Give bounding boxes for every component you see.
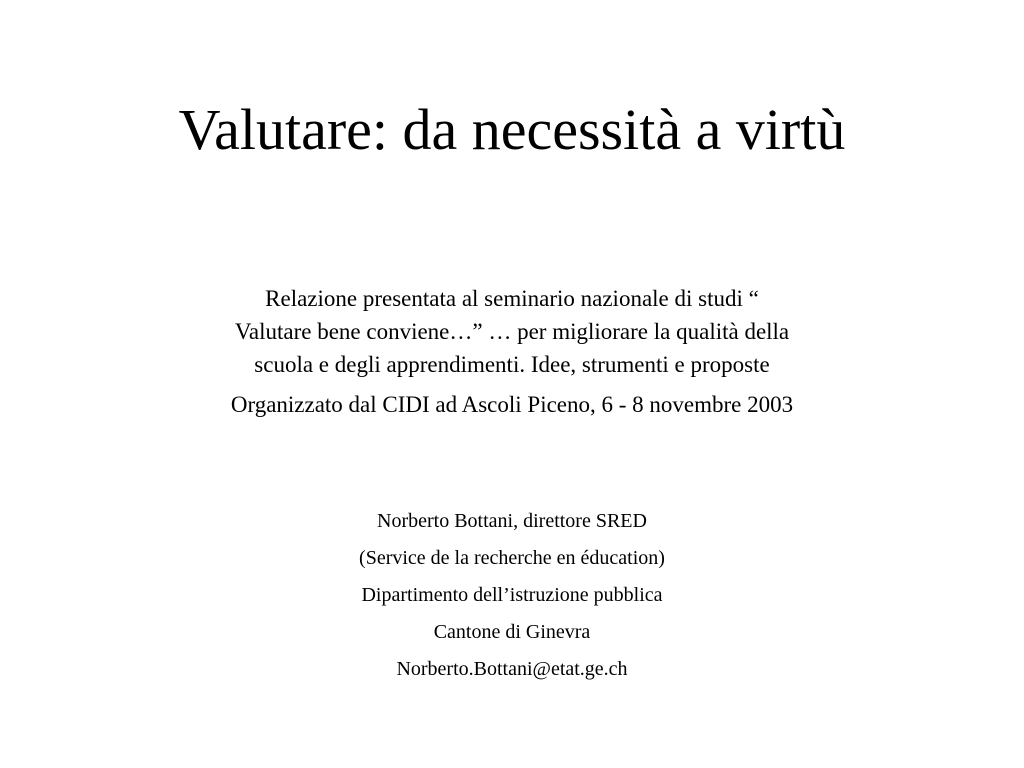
seminar-description-line: Valutare bene conviene…” … per migliorare la qualità della — [234, 319, 790, 344]
subtitle-block — [112, 282, 912, 421]
author-email: Norberto.Bottani@etat.ge.ch — [396, 658, 628, 680]
seminar-description-line: Relazione presentata al seminario nazionale di studi “ — [265, 286, 759, 311]
organizer-info: Organizzato dal CIDI ad Ascoli Piceno, 6 - 8 novembre 2003 — [230, 392, 794, 417]
author-canton: Cantone di Ginevra — [433, 621, 591, 643]
author-block — [112, 503, 912, 688]
author-department: Dipartimento dell’istruzione pubblica — [361, 584, 663, 606]
slide-title: Valutare: da necessità a virtù — [178, 97, 846, 162]
author-name: Norberto Bottani, direttore SRED — [377, 510, 647, 532]
seminar-description-line: scuola e degli apprendimenti. Idee, strumenti e proposte — [254, 352, 770, 377]
author-organization: (Service de la recherche en éducation) — [359, 547, 665, 569]
seminar-description — [112, 282, 912, 381]
